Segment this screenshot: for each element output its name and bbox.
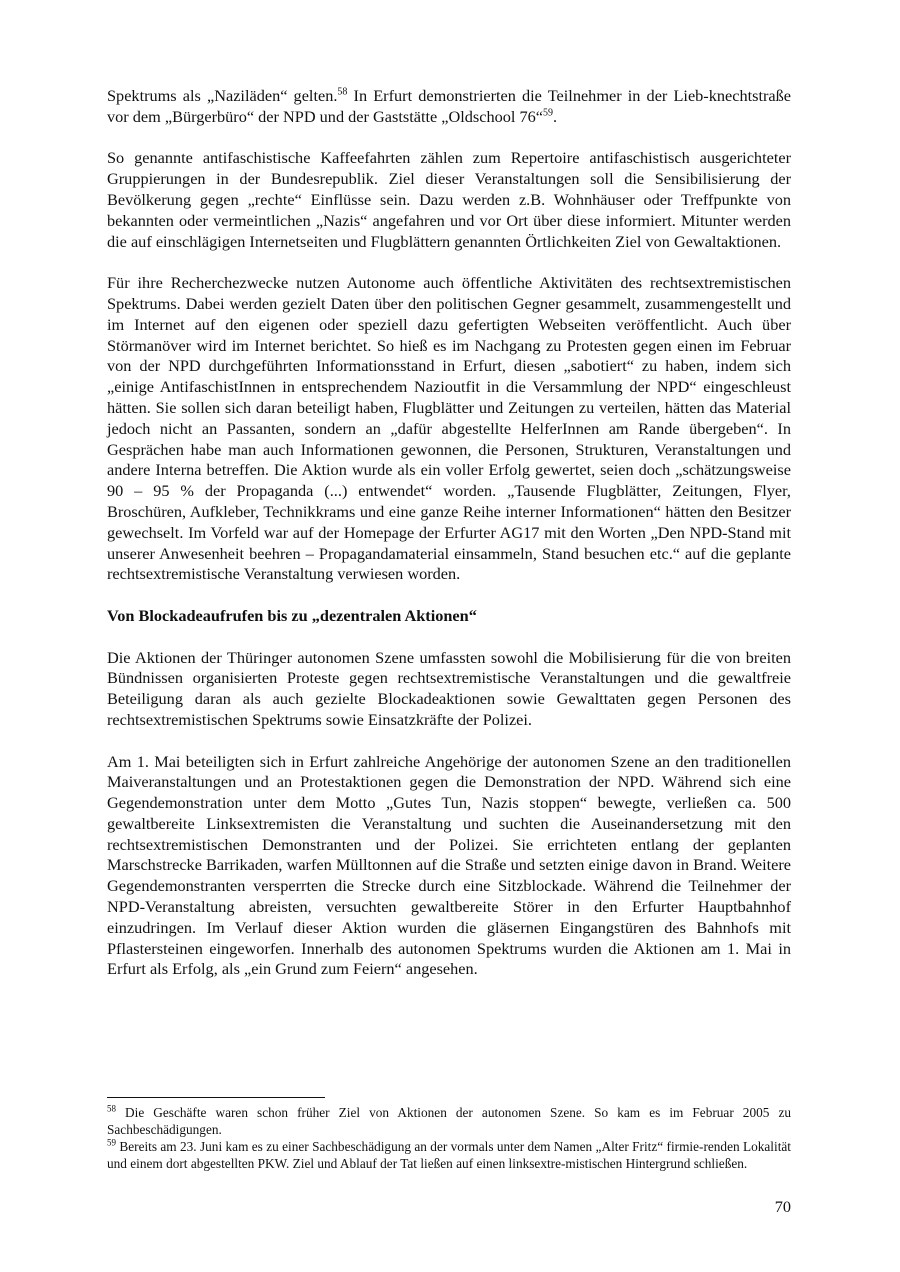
paragraph-1-text-b: In Erfurt demonstrierten die Teilnehmer in der Lieb-knechtstraße vor dem „Bürgerbüro“ der NPD und der Gaststätte „Oldschool 76“ xyxy=(107,86,792,126)
paragraph-1-text-c: . xyxy=(553,106,558,126)
paragraph-3: Für ihre Recherchezwecke nutzen Autonome auch öffentliche Aktivitäten des rechtsextremistischen Spektrums. Dabei werden gezielt Daten über den politischen Gegner gesammelt, zusammengestellt und im Internet auf den eigenen oder speziell dazu gefertigten Webseiten veröffentlicht. Auch über Störmanöver wird im Internet berichtet. So hieß es im Nachgang zu Protesten gegen einen im Februar von der NPD durchgeführten Informationsstand in Erfurt, diesen „sabotiert“ zu haben, indem sich „einige AntifaschistInnen in entsprechendem Nazioutfit in die Versammlung der NPD“ eingeschleust hätten. Sie sollen sich daran beteiligt haben, Flugblätter und Zeitungen zu verteilen, hätten das Material jedoch nicht an Passanten, sondern an „dafür abgestellte HelferInnen am Rande übergeben“. In Gesprächen habe man auch Informationen gewonnen, die Personen, Strukturen, Veranstaltungen und andere Interna betreffen. Die Aktion wurde als ein voller Erfolg gewertet, seien doch „schätzungsweise 90 – 95 % der Propaganda (...) entwendet“ worden. „Tausende Flugblätter, Zeitungen, Flyer, Broschüren, Aufkleber, Technikkrams und eine ganze Reihe interner Informationen“ hätten den Besitzer gewechselt. Im Vorfeld war auf der Homepage der Erfurter AG17 mit den Worten „Den NPD-Stand mit unserer Anwesenheit beehren – Propagandamaterial einsammeln, Stand besuchen etc.“ auf die geplante rechtsextremistische Veranstaltung verwiesen worden. xyxy=(107,273,791,584)
paragraph-4: Die Aktionen der Thüringer autonomen Szene umfassten sowohl die Mobilisierung für die von breiten Bündnissen organisierten Proteste gegen rechtsextremistische Veranstaltungen und die gewaltfreie Beteiligung daran als auch gezielte Blockadeaktionen sowie Gewalttaten gegen Personen des rechtsextremistischen Spektrums sowie Einsatzkräfte der Polizei. xyxy=(107,647,791,729)
footnote-separator xyxy=(107,1097,325,1098)
footnote-number: 59 xyxy=(107,1137,116,1148)
footnote-59 xyxy=(107,1138,791,1172)
footnote-ref-59[interactable]: 59 xyxy=(543,107,554,119)
footnote-text: Bereits am 23. Juni kam es zu einer Sachbeschädigung an der vormals unter dem Namen „Alter Fritz“ firmie-renden Lokalität und einem dort abgestellten PKW. Ziel und Ablauf der Tat ließen auf einen linksextre-mistischen Hintergrund schließen. xyxy=(107,1139,791,1171)
page-number: 70 xyxy=(774,1197,791,1216)
paragraph-5: Am 1. Mai beteiligten sich in Erfurt zahlreiche Angehörige der autonomen Szene an den traditionellen Maiveranstaltungen und an Protestaktionen gegen die Demonstration der NPD. Während sich eine Gegendemonstration unter dem Motto „Gutes Tun, Nazis stoppen“ bewegte, verließen ca. 500 gewaltbereite Linksextremisten die Veranstaltung und suchten die Auseinandersetzung mit den rechtsextremistischen Demonstranten und der Polizei. Sie errichteten entlang der geplanten Marschstrecke Barrikaden, warfen Mülltonnen auf die Straße und setzten einige davon in Brand. Weitere Gegendemonstranten versperrten die Strecke durch eine Sitzblockade. Während die Teilnehmer der NPD-Veranstaltung abreisten, versuchten gewaltbereite Störer in den Erfurter Hauptbahnhof einzudringen. Im Verlauf dieser Aktion wurden die gläsernen Eingangstüren des Bahnhofs mit Pflastersteinen eingeworfen. Innerhalb des autonomen Spektrums wurden die Aktionen am 1. Mai in Erfurt als Erfolg, als „ein Grund zum Feiern“ angesehen. xyxy=(107,751,791,979)
paragraph-2: So genannte antifaschistische Kaffeefahrten zählen zum Repertoire antifaschistisch ausgerichteter Gruppierungen in der Bundesrepublik. Ziel dieser Veranstaltungen soll die Sensibilisierung der Bevölkerung gegen „rechte“ Einflüsse sein. Dazu werden z.B. Wohnhäuser oder Treffpunkte von bekannten oder vermeintlichen „Nazis“ angefahren und vor Ort über diese informiert. Mitunter werden die auf einschlägigen Internetseiten und Flugblättern genannten Örtlichkeiten Ziel von Gewaltaktionen. xyxy=(107,148,791,251)
footnote-text: Die Geschäfte waren schon früher Ziel von Aktionen der autonomen Szene. So kam es im Februar 2005 zu Sachbeschädigungen. xyxy=(107,1105,791,1137)
footnotes-section xyxy=(107,1097,791,1172)
footnote-58 xyxy=(107,1104,791,1138)
footnote-ref-58[interactable]: 58 xyxy=(337,86,348,98)
document-body xyxy=(107,86,791,1001)
paragraph-1 xyxy=(107,86,791,128)
footnote-number: 58 xyxy=(107,1103,116,1114)
paragraph-1-text-a: Spektrums als „Naziläden“ gelten. xyxy=(107,86,338,105)
section-heading: Von Blockadeaufrufen bis zu „dezentralen Aktionen“ xyxy=(107,605,477,625)
